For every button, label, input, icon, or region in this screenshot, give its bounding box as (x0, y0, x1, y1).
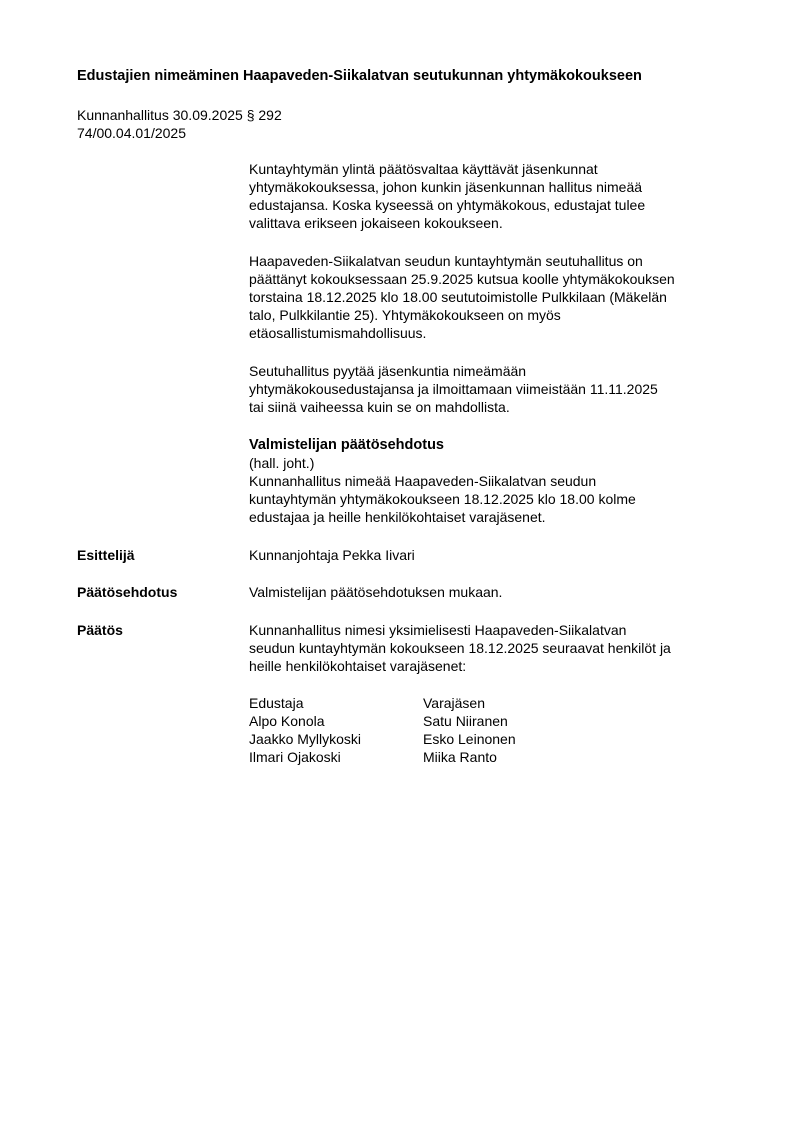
meeting-line: Kunnanhallitus 30.09.2025 § 292 (77, 107, 282, 123)
table-row (249, 730, 516, 748)
representative-name: Ilmari Ojakoski (249, 749, 341, 765)
representative-name: Alpo Konola (249, 713, 325, 729)
text-line: Seutuhallitus pyytää jäsenkuntia nimeämään (249, 363, 527, 379)
decision-proposal-text: Valmistelijan päätösehdotuksen mukaan. (249, 584, 503, 600)
decision-proposal-value (249, 583, 749, 601)
proposal-heading: Valmistelijan päätösehdotus (249, 437, 444, 453)
decision-text (249, 621, 749, 675)
paragraph-background (249, 160, 749, 232)
text-line: Kunnanhallitus nimesi yksimielisesti Haapaveden-Siikalatvan (249, 622, 627, 638)
representatives-table (249, 694, 749, 766)
text-line: Kunnanhallitus nimeää Haapaveden-Siikalatvan seudun (249, 473, 597, 489)
text-line: Kuntayhtymän ylintä päätösvaltaa käyttävät jäsenkunnat (249, 161, 598, 177)
text-line: torstaina 18.12.2025 klo 18.00 seututoimistolle Pulkkilaan (Mäkelän (249, 289, 667, 305)
column-header-representative: Edustaja (249, 695, 304, 711)
deputy-name: Esko Leinonen (423, 731, 516, 747)
text-line: yhtymäkokousedustajansa ja ilmoittamaan viimeistään 11.11.2025 (249, 381, 658, 397)
paragraph-invitation (249, 252, 749, 342)
text-line: etäosallistumismahdollisuus. (249, 325, 427, 341)
preparer-proposal (249, 436, 749, 526)
meeting-info (77, 106, 282, 142)
document-title: Edustajien nimeäminen Haapaveden-Siikalatvan seutukunnan yhtymäkokoukseen (77, 68, 642, 84)
text-line: yhtymäkokouksessa, johon kunkin jäsenkunnan hallitus nimeää (249, 179, 643, 195)
text-line: heille henkilökohtaiset varajäsenet: (249, 658, 467, 674)
text-line: seudun kuntayhtymän kokoukseen 18.12.2025 seuraavat henkilöt ja (249, 640, 671, 656)
column-header-deputy: Varajäsen (423, 695, 486, 711)
table-header-row (249, 694, 516, 712)
text-line: edustajansa. Koska kyseessä on yhtymäkokous, edustajat tulee (249, 197, 646, 213)
presenter-name: Kunnanjohtaja Pekka Iivari (249, 547, 415, 563)
text-line: valittava erikseen jokaiseen kokoukseen. (249, 215, 503, 231)
presenter-label: Esittelijä (77, 547, 135, 563)
representative-name: Jaakko Myllykoski (249, 731, 362, 747)
representatives-list (249, 694, 516, 766)
text-line: Haapaveden-Siikalatvan seudun kuntayhtymän seutuhallitus on (249, 253, 643, 269)
decision-label: Päätös (77, 622, 123, 638)
text-line: tai siinä vaiheessa kuin se on mahdollista. (249, 399, 510, 415)
text-line: talo, Pulkkilantie 25). Yhtymäkokoukseen on myös (249, 307, 561, 323)
text-line: päättänyt kokouksessaan 25.9.2025 kutsua koolle yhtymäkokouksen (249, 271, 675, 287)
text-line: edustajaa ja heille henkilökohtaiset varajäsenet. (249, 509, 546, 525)
proposal-author: (hall. joht.) (249, 455, 315, 471)
table-row (249, 712, 516, 730)
deputy-name: Satu Niiranen (423, 713, 508, 729)
decision-proposal-label: Päätösehdotus (77, 584, 178, 600)
presenter-value (249, 546, 749, 564)
text-line: kuntayhtymän yhtymäkokoukseen 18.12.2025 klo 18.00 kolme (249, 491, 636, 507)
table-row (249, 748, 516, 766)
paragraph-request (249, 362, 749, 416)
deputy-name: Miika Ranto (423, 749, 497, 765)
diary-number: 74/00.04.01/2025 (77, 125, 186, 141)
